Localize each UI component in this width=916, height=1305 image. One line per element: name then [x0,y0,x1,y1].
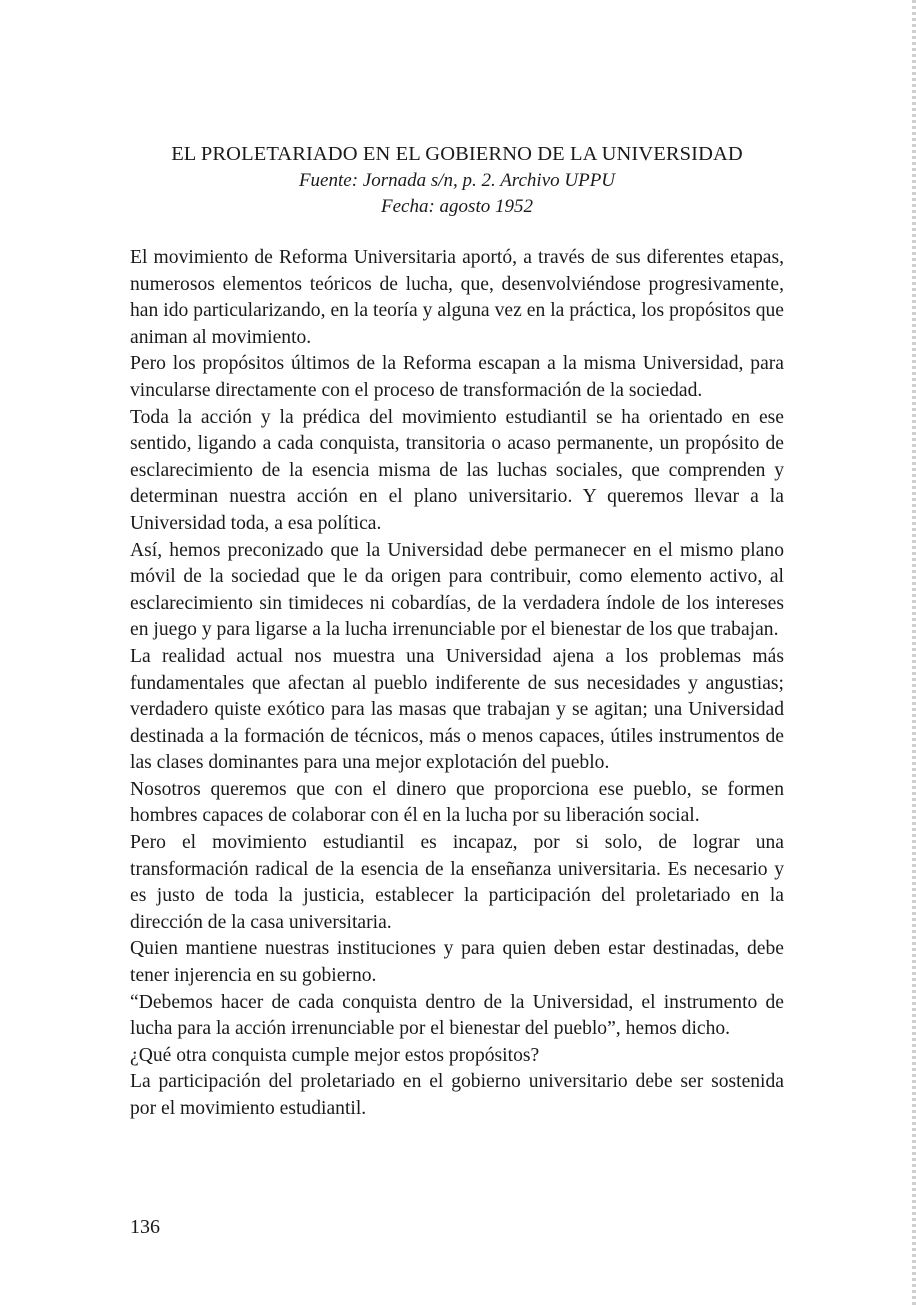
document-header [130,140,784,220]
paragraph: Toda la acción y la prédica del movimiento estudiantil se ha orientado en ese sentido, ligando a cada conquista, transitoria o acaso permanente, un propósito de esclarecimiento de la esencia misma de las luchas sociales, que comprenden y determinan nuestra acción en el plano universitario. Y queremos llevar a la Universidad toda, a esa política. [130,406,784,534]
paragraph: El movimiento de Reforma Universitaria aportó, a través de sus diferentes etapas, numerosos elementos teóricos de lucha, que, desenvolviéndose progresivamente, han ido particularizando, en la teoría y alguna vez en la práctica, los propósitos que animan al movimiento. [130,247,784,348]
paragraph: “Debemos hacer de cada conquista dentro de la Universidad, el instrumento de lucha para la acción irrenunciable por el bienestar del pueblo”, hemos dicho. [130,991,784,1040]
document-source: Fuente: Jornada s/n, p. 2. Archivo UPPU [298,170,616,191]
paragraph: Quien mantiene nuestras instituciones y para quien deben estar destinadas, debe tener injerencia en su gobierno. [130,938,784,987]
paragraph: Pero el movimiento estudiantil es incapaz, por si solo, de lograr una transformación radical de la esencia de la enseñanza universitaria. Es necesario y es justo de toda la justicia, establecer la participación del proletariado en la dirección de la casa universitaria. [130,832,784,933]
page-number: 136 [130,1216,160,1238]
paragraph: Nosotros queremos que con el dinero que proporciona ese pueblo, se formen hombres capaces de colaborar con él en la lucha por su liberación social. [130,778,784,827]
document-body [130,245,784,1123]
document-title: EL PROLETARIADO EN EL GOBIERNO DE LA UNIVERSIDAD [171,143,743,165]
document-date: Fecha: agosto 1952 [381,196,533,217]
page-edge-border [912,0,916,1305]
paragraph: Así, hemos preconizado que la Universidad debe permanecer en el mismo plano móvil de la sociedad que le da origen para contribuir, como elemento activo, al esclarecimiento sin timideces ni cobardías, de la verdadera índole de los intereses en juego y para ligarse a la lucha irrenunciable por el bienestar de los que trabajan. [130,539,784,641]
paragraph: La realidad actual nos muestra una Universidad ajena a los problemas más fundamentales que afectan al pueblo indiferente de sus necesidades y angustias; verdadero quiste exótico para las masas que trabajan y se agitan; una Universidad destinada a la formación de técnicos, más o menos capaces, útiles instrumentos de las clases dominantes para una mejor explotación del pueblo. [130,645,784,774]
paragraph: La participación del proletariado en el gobierno universitario debe ser sostenida por el movimiento estudiantil. [130,1071,784,1119]
paragraph: ¿Qué otra conquista cumple mejor estos propósitos? [130,1044,540,1066]
paragraph: Pero los propósitos últimos de la Reforma escapan a la misma Universidad, para vincularse directamente con el proceso de transformación de la sociedad. [130,353,784,401]
